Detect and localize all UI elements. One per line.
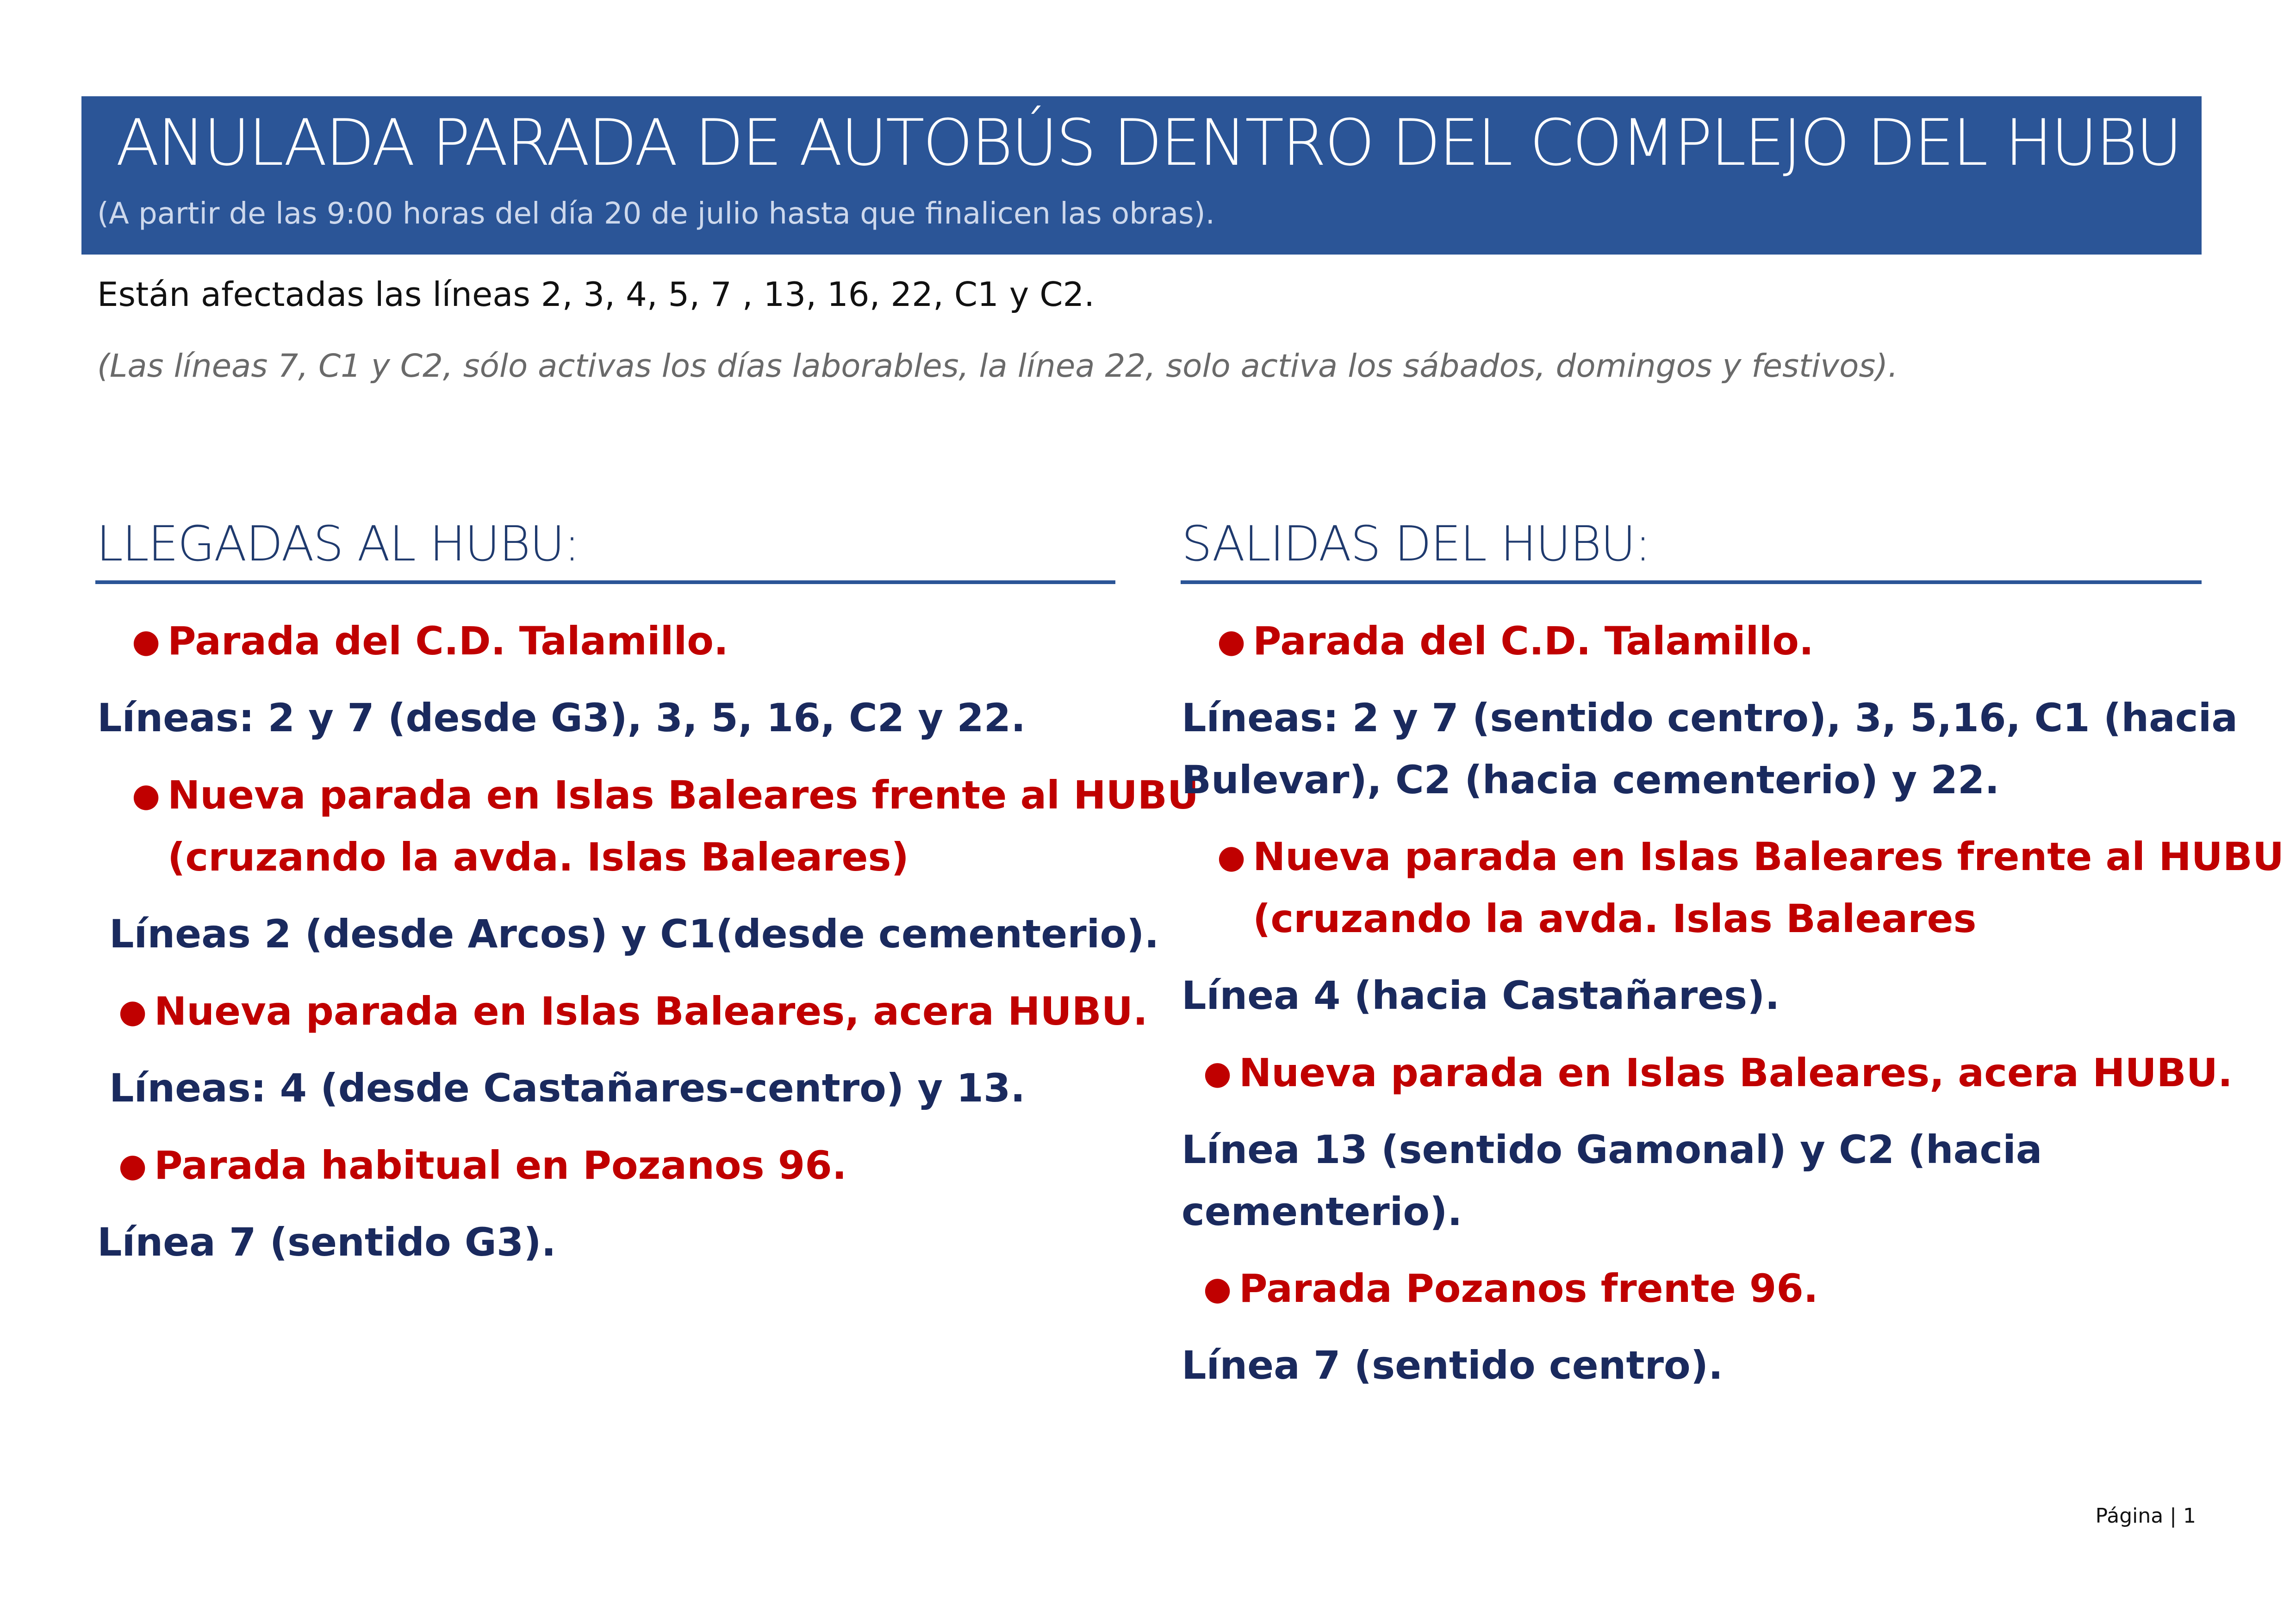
salidas-lines-baleares-frente: Línea 4 (hacia Castañares). [1182, 973, 1780, 1018]
salidas-heading: SALIDAS DEL HUBU: [1182, 516, 1650, 572]
llegadas-stop-baleares-frente: Nueva parada en Islas Baleares frente al HUBU [168, 772, 1199, 818]
llegadas-lines-baleares-acera: Líneas: 4 (desde Castañares-centro) y 13. [109, 1065, 1026, 1111]
salidas-stop-pozanos: Parada Pozanos frente 96. [1239, 1266, 1818, 1311]
bullet-icon: ● [1203, 1054, 1232, 1092]
page-subtitle: (A partir de las 9:00 horas del día 20 de julio hasta que finalicen las obras). [97, 197, 1215, 231]
schedule-note: (Las líneas 7, C1 y C2, sólo activas los días laborables, la línea 22, solo activa los sábados, domingos y festivos). [97, 348, 1898, 385]
salidas-lines-baleares-acera: Línea 13 (sentido Gamonal) y C2 (hacia [1182, 1127, 2042, 1172]
bullet-icon: ● [132, 776, 161, 814]
llegadas-lines-talamillo: Líneas: 2 y 7 (desde G3), 3, 5, 16, C2 y 22. [97, 695, 1026, 740]
llegadas-heading: LLEGADAS AL HUBU: [96, 516, 579, 572]
llegadas-stop-talamillo: Parada del C.D. Talamillo. [168, 618, 728, 664]
llegadas-stop-baleares-acera: Nueva parada en Islas Baleares, acera HUBU. [154, 989, 1148, 1034]
llegadas-stop-baleares-frente-detail: (cruzando la avda. Islas Baleares) [168, 834, 909, 880]
salidas-lines-baleares-acera-cont: cementerio). [1182, 1189, 1462, 1234]
salidas-stop-baleares-frente: Nueva parada en Islas Baleares frente al HUBU [1253, 834, 2284, 879]
bullet-icon: ● [1217, 838, 1246, 876]
bullet-icon: ● [132, 622, 161, 660]
salidas-stop-baleares-acera: Nueva parada en Islas Baleares, acera HUBU. [1239, 1050, 2233, 1095]
bullet-icon: ● [118, 1146, 147, 1184]
salidas-lines-talamillo-cont: Bulevar), C2 (hacia cementerio) y 22. [1182, 757, 2000, 803]
bullet-icon: ● [1217, 622, 1246, 660]
llegadas-lines-pozanos: Línea 7 (sentido G3). [97, 1220, 556, 1265]
bullet-icon: ● [118, 992, 147, 1030]
bullet-icon: ● [1203, 1269, 1232, 1307]
page-number: Página | 1 [2095, 1504, 2196, 1528]
salidas-lines-talamillo: Líneas: 2 y 7 (sentido centro), 3, 5,16, C1 (hacia [1182, 695, 2238, 740]
llegadas-divider [95, 580, 1115, 584]
salidas-lines-pozanos: Línea 7 (sentido centro). [1182, 1343, 1724, 1388]
llegadas-lines-baleares-frente: Líneas 2 (desde Arcos) y C1(desde cementerio). [109, 911, 1159, 957]
salidas-stop-talamillo: Parada del C.D. Talamillo. [1253, 618, 1814, 664]
salidas-stop-baleares-frente-detail: (cruzando la avda. Islas Baleares [1253, 896, 1977, 941]
salidas-divider [1181, 580, 2202, 584]
page-title: ANULADA PARADA DE AUTOBÚS DENTRO DEL COMPLEJO DEL HUBU [116, 106, 2181, 180]
llegadas-stop-pozanos: Parada habitual en Pozanos 96. [154, 1143, 847, 1188]
affected-lines-text: Están afectadas las líneas 2, 3, 4, 5, 7 , 13, 16, 22, C1 y C2. [97, 275, 1095, 314]
